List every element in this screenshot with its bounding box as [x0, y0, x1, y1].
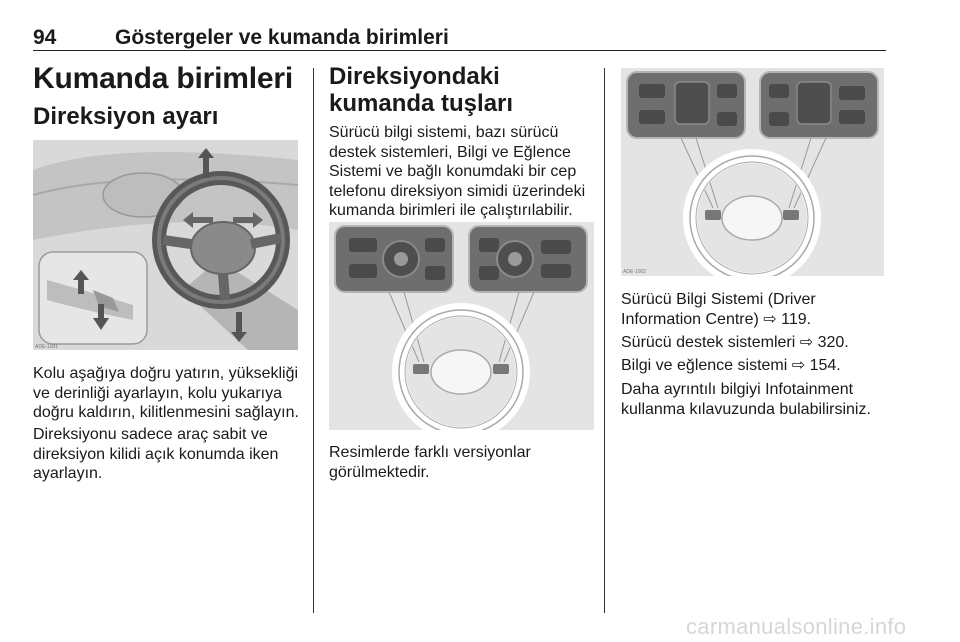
column-divider-left [313, 68, 314, 613]
section-heading: Kumanda birimleri [33, 62, 293, 95]
paragraph-manual-ref: Daha ayrıntılı bilgiyi Infotainment kullanma kılavuzunda bulabilirsiniz. [621, 381, 871, 418]
page-header-title: Göstergeler ve kumanda birimleri [115, 26, 449, 49]
steering-adjust-illustration [33, 140, 298, 350]
figure-code: ADE-1001 [35, 344, 59, 350]
column-divider-right [604, 68, 605, 613]
paragraph-adjust-warning: Direksiyonu sadece araç sabit ve direksiyon kilidi açık konumda iken ayarlayın. [33, 426, 279, 482]
steering-controls-illustration-a [329, 222, 594, 430]
header-rule [33, 50, 886, 51]
subsection-heading: Direksiyon ayarı [33, 103, 219, 130]
figure-code: ADE-1002 [623, 269, 647, 275]
steering-controls-illustration-b [621, 68, 884, 276]
section-heading-controls: Direksiyondaki kumanda tuşları [329, 63, 514, 117]
paragraph-driver-assist-ref: Sürücü destek sistemleri ⇨ 320. [621, 334, 849, 351]
paragraph-versions-note: Resimlerde farklı versiyonlar görülmektedir. [329, 444, 531, 481]
paragraph-adjust-instructions: Kolu aşağıya doğru yatırın, yüksekliği ve derinliği ayarlayın, kolu yukarıya doğru kaldırın, kilitlenmesini sağlayın. [33, 365, 299, 421]
paragraph-infotainment-ref: Bilgi ve eğlence sistemi ⇨ 154. [621, 357, 841, 374]
paragraph-driver-info-ref: Sürücü Bilgi Sistemi (Driver Information Centre) ⇨ 119. [621, 291, 816, 328]
page-number: 94 [33, 26, 57, 49]
paragraph-controls-intro: Sürücü bilgi sistemi, bazı sürücü destek sistemleri, Bilgi ve Eğlence Sistemi ve bağlı konumdaki bir cep telefonu direksiyon simidi üzerindeki kumanda birimleri ile çalıştırılabilir. [329, 124, 586, 219]
watermark: carmanualsonline.info [686, 614, 907, 639]
